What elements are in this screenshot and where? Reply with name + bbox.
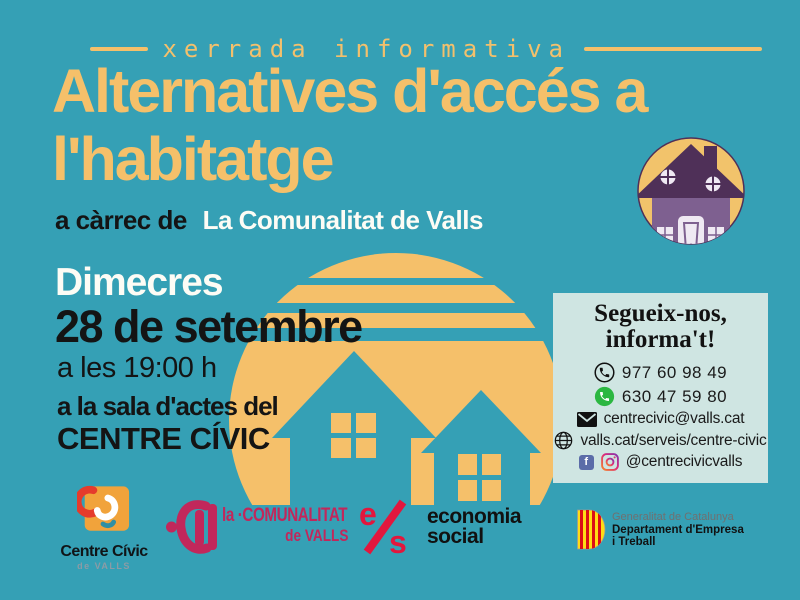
byline-organization: La Comunalitat de Valls	[202, 205, 483, 235]
comunalitat-logo-line2: de VALLS	[285, 526, 349, 545]
eyebrow-rule-right	[584, 47, 762, 51]
centre-civic-logo-mark	[77, 485, 131, 536]
eyebrow-label: xerrada informativa	[162, 35, 570, 63]
contact-heading	[594, 301, 727, 353]
byline-prefix: a càrrec de	[55, 205, 187, 235]
economia-social-logo-text	[427, 507, 521, 547]
contact-heading-line2: informa't!	[605, 326, 716, 353]
poster-title-line2: l'habitatge	[52, 125, 333, 193]
event-day: Dimecres	[55, 261, 223, 304]
centre-civic-logo	[56, 485, 152, 571]
eyebrow-rule-left	[90, 47, 148, 51]
byline	[55, 205, 483, 236]
contact-email-row	[577, 410, 745, 428]
facebook-icon: f	[579, 455, 594, 470]
centre-civic-logo-subtitle: de VALLS	[77, 561, 131, 571]
contact-email: centrecivic@valls.cat	[603, 410, 745, 427]
contact-website-row	[554, 431, 766, 450]
contact-social-handle: @centrecivicvalls	[625, 453, 743, 470]
contact-heading-line1: Segueix-nos,	[594, 300, 727, 327]
email-icon	[577, 412, 597, 427]
event-time: a les 19:00 h	[57, 352, 217, 384]
contact-social-row	[579, 453, 743, 471]
economia-social-logo-mark	[357, 497, 415, 555]
generalitat-logo-text	[612, 509, 744, 550]
sun-houses-illustration	[218, 246, 578, 508]
contact-phone: 977 60 98 49	[621, 362, 728, 382]
contact-whatsapp: 630 47 59 80	[621, 386, 728, 406]
instagram-icon	[601, 453, 619, 471]
poster-title-line1: Alternatives d'accés a	[52, 57, 647, 125]
generalitat-line3: i Treball	[612, 536, 656, 548]
centre-civic-logo-title: Centre Cívic	[60, 543, 148, 560]
economia-social-letter-e: e	[359, 497, 377, 532]
contact-rows	[554, 362, 766, 471]
economia-social-line1: economia	[427, 505, 522, 528]
event-venue-line2: CENTRE CÍVIC	[57, 421, 270, 456]
comunalitat-logo-line1: la ·COMUNALITAT	[222, 505, 348, 526]
poster-title	[52, 57, 646, 193]
house-badge-icon	[632, 132, 752, 252]
economia-social-line2: social	[427, 525, 484, 548]
event-venue-line1: a la sala d'actes del	[57, 391, 278, 421]
contact-phone-row	[594, 362, 727, 383]
economia-social-letter-s: s	[389, 524, 407, 555]
whatsapp-icon	[594, 386, 615, 407]
contact-website: valls.cat/serveis/centre-civic	[580, 431, 767, 449]
globe-icon	[554, 431, 573, 450]
contact-box	[553, 293, 768, 483]
generalitat-shield-icon	[576, 509, 606, 550]
generalitat-line1: Generalitat de Catalunya	[612, 511, 734, 523]
generalitat-logo	[576, 509, 744, 550]
sun-stripe-1	[223, 278, 573, 285]
phone-icon	[594, 362, 615, 383]
generalitat-line2: Departament d'Empresa	[612, 523, 744, 536]
comunalitat-logo-mark	[166, 497, 220, 557]
contact-whatsapp-row	[594, 386, 727, 407]
event-date: 28 de setembre	[55, 301, 362, 352]
